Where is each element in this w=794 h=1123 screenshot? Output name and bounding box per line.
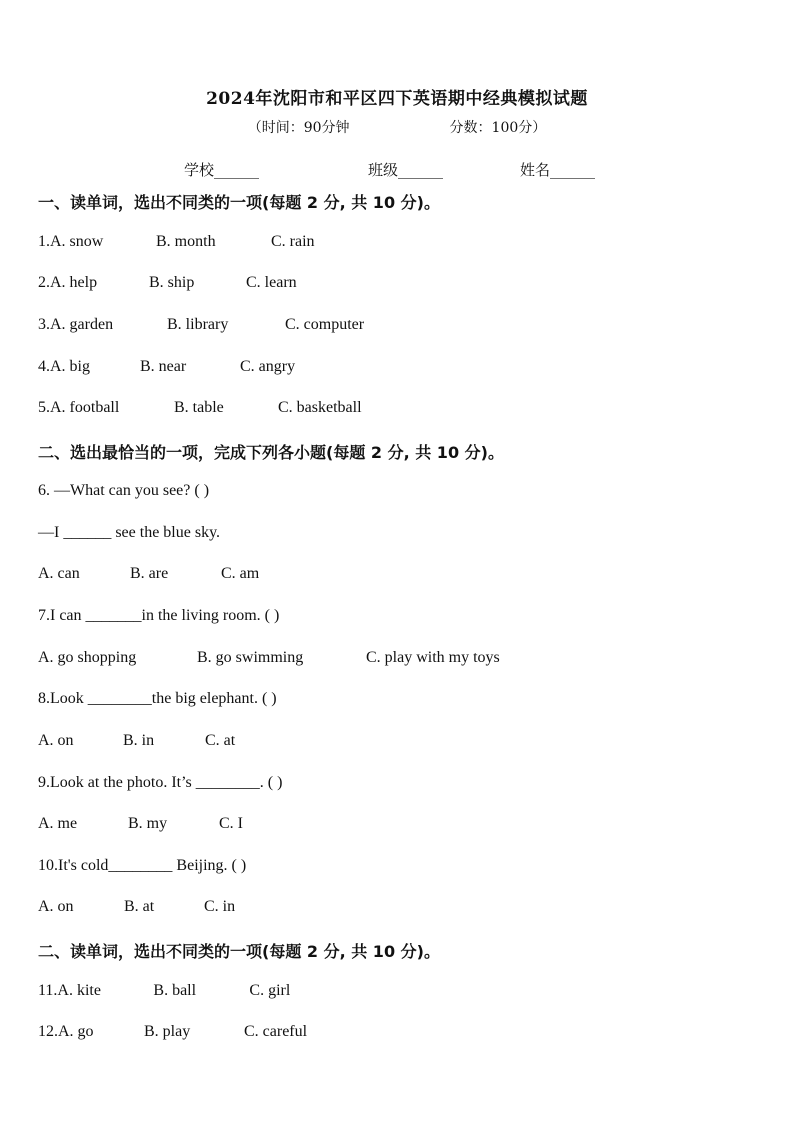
question-8-options: [38, 732, 235, 750]
exam-meta: [0, 117, 794, 137]
option-c: C. at: [205, 732, 236, 749]
question-11: [38, 982, 290, 1000]
question-10-options: [38, 898, 235, 916]
question-9-stem: 9.Look at the photo. It’s ________. ( ): [38, 774, 283, 791]
option-b: B. in: [123, 732, 155, 749]
option-a: A. go: [58, 1023, 94, 1040]
question-6-reply: —I ______ see the blue sky.: [38, 524, 221, 541]
option-b: B. at: [124, 898, 155, 915]
exam-title: 2024年沈阳市和平区四下英语期中经典模拟试题: [206, 89, 588, 109]
option-a: A. kite: [57, 982, 101, 999]
question-number: 3.: [38, 316, 50, 333]
question-9-options: [38, 815, 243, 833]
class-field: 班级______: [368, 161, 444, 179]
option-b: B. near: [140, 358, 187, 375]
question-8-stem: 8.Look ________the big elephant. ( ): [38, 690, 277, 707]
question-1: [38, 233, 315, 251]
option-a: A. go shopping: [38, 649, 137, 666]
option-c: C. girl: [249, 982, 291, 999]
section-heading: 二、选出最恰当的一项，完成下列各小题(每题 2 分, 共 10 分)。: [38, 443, 504, 462]
option-a: A. on: [38, 732, 74, 749]
option-b: B. go swimming: [197, 649, 304, 666]
question-7-options: [38, 649, 500, 667]
option-a: A. football: [50, 399, 120, 416]
option-b: B. ball: [153, 982, 197, 999]
option-b: B. are: [130, 565, 169, 582]
question-5: [38, 399, 362, 417]
option-c: C. angry: [240, 358, 296, 375]
option-a: A. me: [38, 815, 78, 832]
option-c: C. basketball: [278, 399, 362, 416]
option-b: B. library: [167, 316, 229, 333]
question-4: [38, 358, 295, 376]
question-6-options: [38, 565, 259, 583]
option-a: A. can: [38, 565, 80, 582]
question-2: [38, 274, 297, 292]
question-3: [38, 316, 364, 334]
option-c: C. I: [219, 815, 243, 832]
option-a: A. big: [50, 358, 90, 375]
question-number: 11.: [38, 982, 58, 999]
option-c: C. am: [221, 565, 260, 582]
question-12: [38, 1023, 307, 1041]
option-c: C. rain: [271, 233, 315, 250]
option-b: B. table: [174, 399, 224, 416]
option-b: B. play: [144, 1023, 191, 1040]
option-c: C. play with my toys: [366, 649, 500, 666]
option-a: A. help: [50, 274, 98, 291]
name-field: 姓名______: [520, 161, 596, 179]
time-limit: （时间：90分钟: [247, 120, 350, 136]
question-7-stem: 7.I can _______in the living room. ( ): [38, 607, 280, 624]
total-score: 分数：100分）: [449, 120, 547, 136]
option-c: C. careful: [244, 1023, 308, 1040]
question-6-stem: 6. —What can you see? ( ): [38, 482, 210, 499]
option-b: B. ship: [149, 274, 195, 291]
school-field: 学校______: [184, 161, 260, 179]
option-a: A. garden: [50, 316, 114, 333]
option-a: A. on: [38, 898, 74, 915]
option-c: C. learn: [246, 274, 297, 291]
section-heading: 一、读单词，选出不同类的一项(每题 2 分, 共 10 分)。: [38, 193, 440, 212]
question-number: 5.: [38, 399, 50, 416]
question-number: 12.: [38, 1023, 58, 1040]
question-number: 4.: [38, 358, 50, 375]
question-number: 2.: [38, 274, 50, 291]
option-c: C. computer: [285, 316, 365, 333]
option-c: C. in: [204, 898, 236, 915]
option-b: B. my: [128, 815, 168, 832]
option-a: A. snow: [50, 233, 104, 250]
question-number: 1.: [38, 233, 50, 250]
section-heading: 二、读单词，选出不同类的一项(每题 2 分, 共 10 分)。: [38, 942, 440, 961]
option-b: B. month: [156, 233, 216, 250]
question-10-stem: 10.It's cold________ Beijing. ( ): [38, 857, 247, 874]
